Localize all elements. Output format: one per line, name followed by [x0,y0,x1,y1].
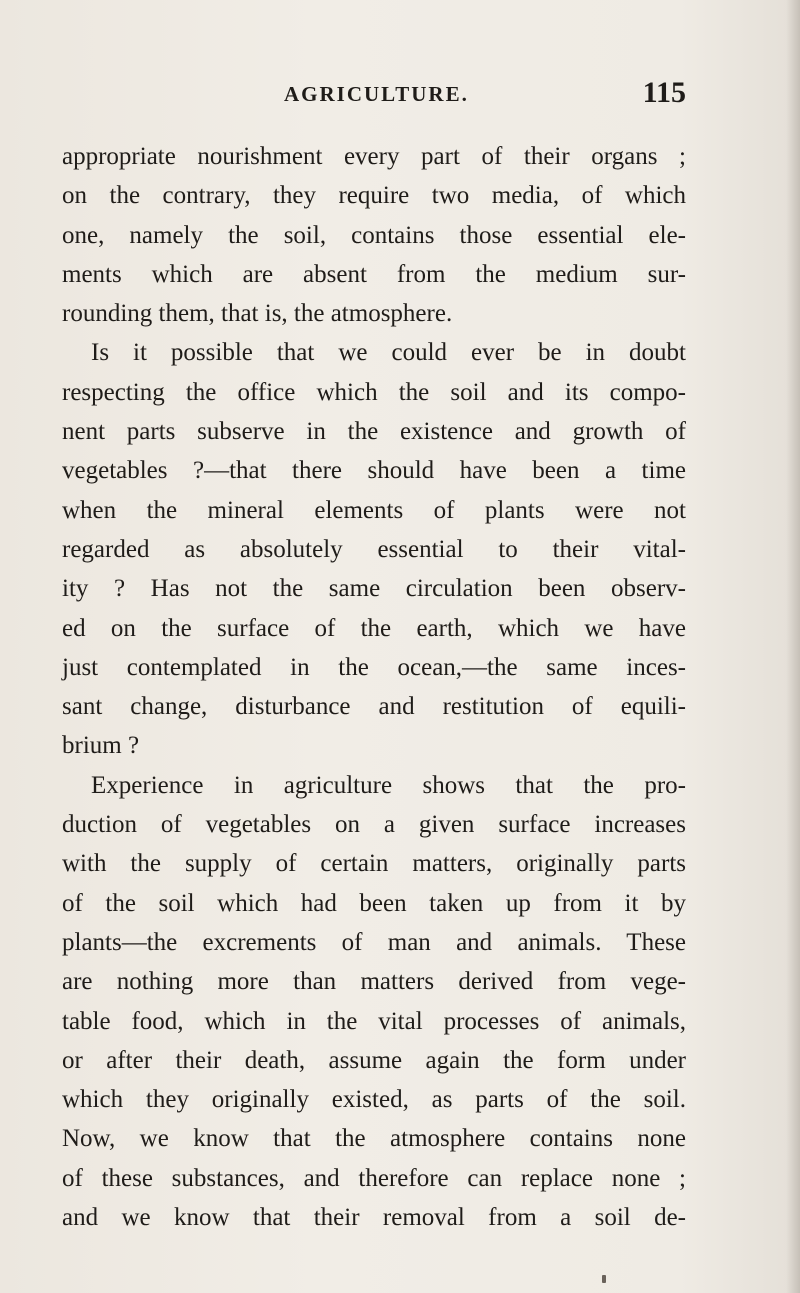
text-line: respecting the office which the soil and its compo- [62,378,686,406]
text-line: appropriate nourishment every part of their organs ; [62,143,686,170]
text-line: plants—the excrements of man and animals. These [62,928,686,956]
body-text [62,137,686,1237]
paragraph-start: Is it possible that we could ever be in doubt [91,339,686,367]
text-line: rounding them, that is, the atmosphere. [62,300,453,328]
text-line: or after their death, assume again the form under [62,1046,686,1074]
text-line: table food, which in the vital processes of animals, [62,1007,686,1035]
text-line: of these substances, and therefore can replace none ; [62,1164,686,1192]
ink-speck [602,1275,606,1283]
running-head [60,76,686,110]
text-line: with the supply of certain matters, originally parts [62,850,686,878]
text-line: which they originally existed, as parts of the soil. [62,1086,686,1114]
text-line: of the soil which had been taken up from it by [62,889,686,917]
running-head-title: AGRICULTURE. [284,82,469,106]
text-line: nent parts subserve in the existence and growth of [62,418,686,446]
text-line: one, namely the soil, contains those essential ele- [62,221,686,249]
text-line: duction of vegetables on a given surface increases [62,811,686,839]
page-number: 115 [642,76,686,109]
text-line: on the contrary, they require two media, of which [62,182,686,210]
text-line: ed on the surface of the earth, which we have [62,614,686,642]
text-line: just contemplated in the ocean,—the same inces- [62,653,686,681]
page-edge-shadow [786,0,800,1293]
text-line: regarded as absolutely essential to their vital- [62,535,686,563]
text-line: ments which are absent from the medium sur- [62,260,686,288]
text-line: Now, we know that the atmosphere contains none [62,1125,686,1153]
text-line: when the mineral elements of plants were not [62,496,686,524]
text-line: are nothing more than matters derived from vege- [62,968,686,996]
text-line: and we know that their removal from a soil de- [62,1204,686,1232]
text-line: vegetables ?—that there should have been a time [62,457,686,485]
text-line: ity ? Has not the same circulation been observ- [62,575,686,603]
text-line: brium ? [62,732,140,760]
text-line: sant change, disturbance and restitution of equili- [62,693,686,721]
paragraph-start: Experience in agriculture shows that the pro- [91,771,686,799]
